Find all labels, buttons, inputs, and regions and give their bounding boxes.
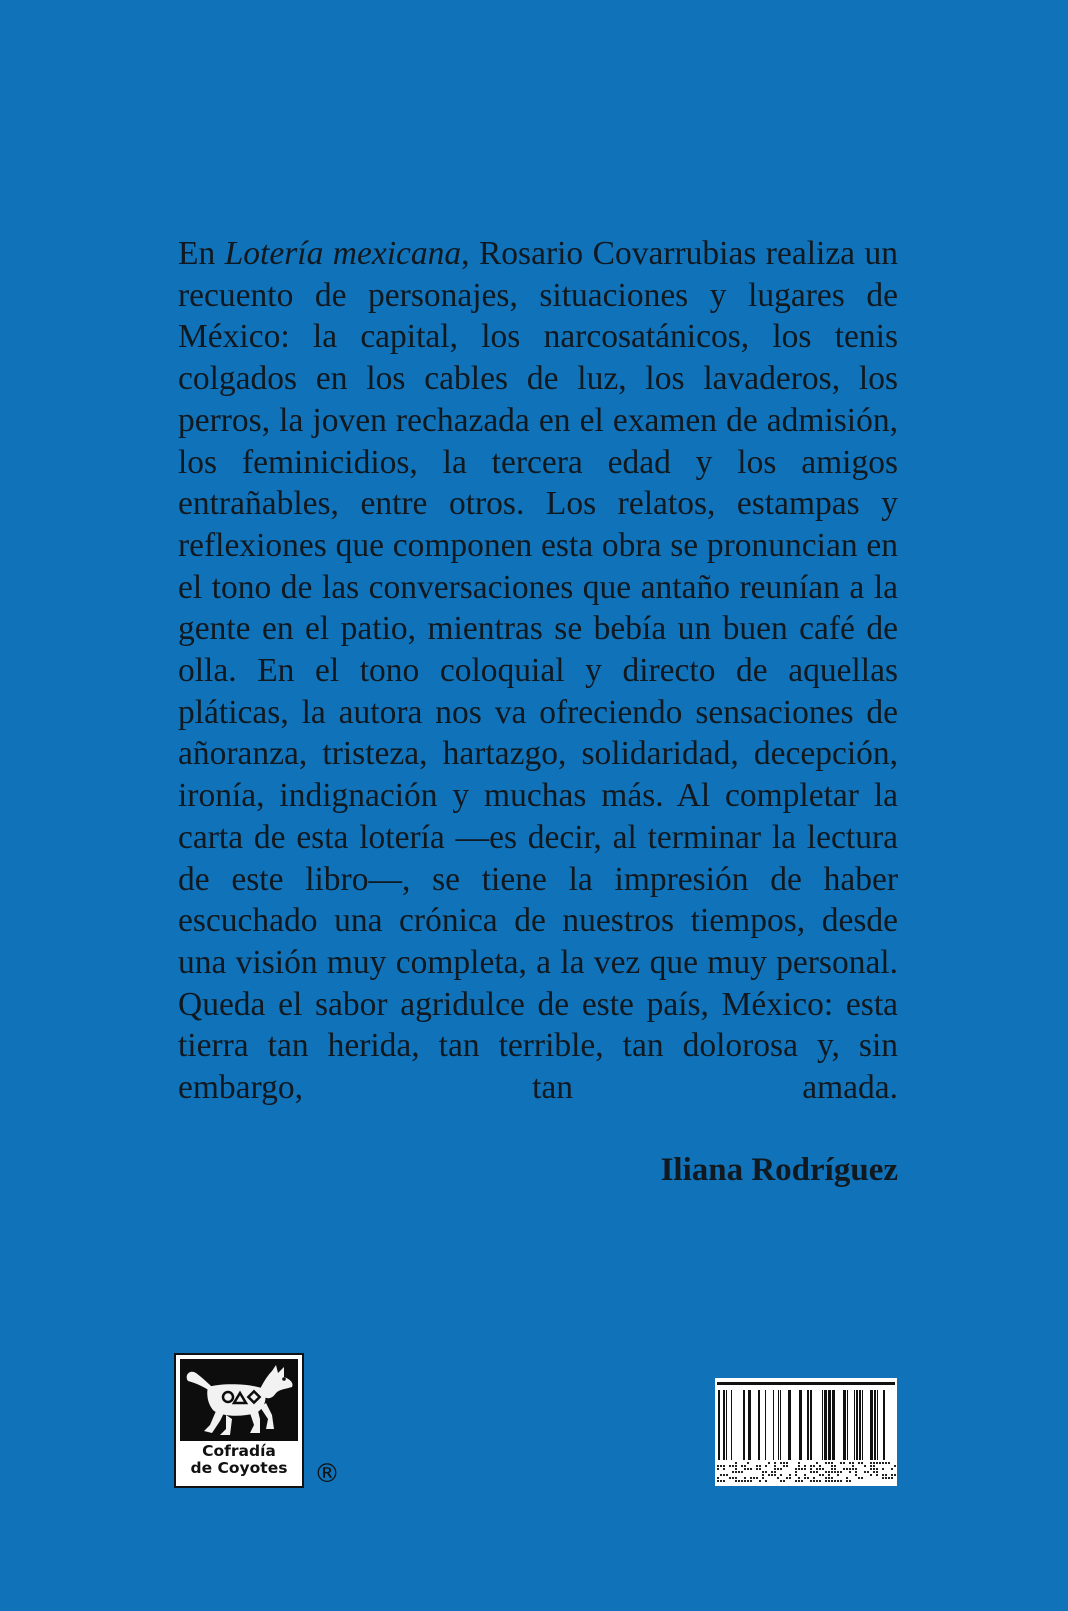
- coyote-logo-icon: [180, 1359, 298, 1441]
- back-cover-blurb: [178, 233, 898, 1109]
- registered-mark: ®: [314, 1459, 340, 1489]
- book-title: Lotería mexicana: [224, 235, 462, 272]
- barcode-icon: [715, 1378, 897, 1486]
- publisher-name: [176, 1443, 302, 1477]
- blurb-lead: En: [178, 235, 225, 272]
- publisher-name-line1: Cofradía: [202, 1442, 276, 1460]
- publisher-name-line2: de Coyotes: [190, 1459, 288, 1477]
- review-author: Iliana Rodríguez: [660, 1152, 898, 1188]
- publisher-logo: [174, 1353, 304, 1488]
- blurb-text: , Rosario Covarrubias realiza un recuento de personajes, situaciones y lugares de México: la capital, los narcosatánicos, los tenis colgados en los cables de luz, los lavaderos, los perros, la joven rechazada en el examen de admisión, los feminicidios, la tercera edad y los amigos entrañables, entre otros. Los relatos, estampas y reflexiones que componen esta obra se pronuncian en el tono de las conversaciones que antaño reunían a la gente en el patio, mientras se bebía un buen café de olla. En el tono coloquial y directo de aquellas pláticas, la autora nos va ofreciendo sensaciones de añoranza, tristeza, hartazgo, solidaridad, decepción, ironía, indignación y muchas más. Al completar la carta de esta lotería —es decir, al terminar la lectura de este libro—, se tiene la impresión de haber escuchado una crónica de nuestros tiempos, desde una visión muy completa, a la vez que muy personal. Queda el sabor agridulce de este país, México: esta tierra tan herida, tan terrible, tan dolorosa y, sin embargo, tan amada.: [178, 235, 899, 1107]
